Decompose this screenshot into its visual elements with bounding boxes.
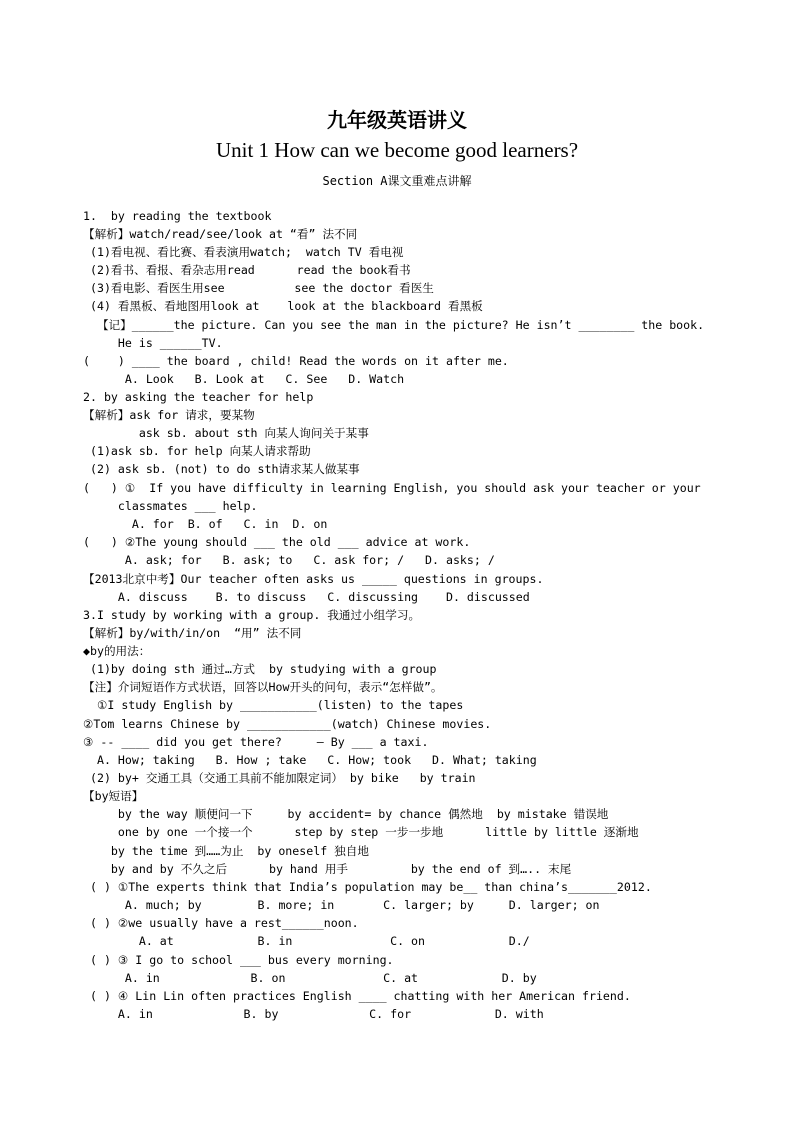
question-line: classmates ___ help. — [83, 499, 258, 513]
options-line: A. for B. of C. in D. on — [83, 517, 328, 531]
exercise-line: ①I study English by ___________(listen) to the tapes — [83, 698, 464, 712]
analysis-line: 【解析】watch/read/see/look at “看” 法不同 — [83, 227, 358, 241]
options-line: A. in B. on C. at D. by — [83, 971, 537, 985]
phrase-line: by the way 顺便问一下 by accident= by chance 偶然地 by mistake 错误地 — [83, 807, 609, 821]
note-line: 【注】介词短语作方式状语，回答以How开头的问句，表示“怎样做”。 — [83, 680, 443, 694]
options-line: A. in B. by C. for D. with — [83, 1007, 544, 1021]
exercise-line: He is ______TV. — [83, 336, 223, 350]
note-line: (1)看电视、看比赛、看表演用watch; watch TV 看电视 — [83, 245, 404, 259]
question-line: ③ -- ____ did you get there? — By ___ a taxi. — [83, 735, 429, 749]
unit-title: Unit 1 How can we become good learners? — [215, 138, 579, 162]
item-2-heading: 2. by asking the teacher for help — [83, 390, 314, 404]
question-line: ( ) ②we usually have a rest______noon. — [83, 916, 359, 930]
analysis-line: ask sb. about sth 向某人询问关于某事 — [83, 426, 369, 440]
analysis-line: 【解析】by/with/in/on “用” 法不同 — [83, 626, 302, 640]
phrases-heading: 【by短语】 — [83, 789, 144, 803]
note-line: (1)ask sb. for help 向某人请求帮助 — [83, 444, 311, 458]
exercise-line: ②Tom learns Chinese by ____________(watch) Chinese movies. — [83, 717, 492, 731]
question-line: ( ) ____ the board , child! Read the words on it after me. — [83, 354, 509, 368]
phrase-line: by and by 不久之后 by hand 用手 by the end of 到….. 末尾 — [83, 862, 572, 876]
question-line: ( ) ① If you have difficulty in learning English, you should ask your teacher or your — [83, 481, 701, 495]
phrase-line: one by one 一个接一个 step by step 一步一步地 little by little 逐渐地 — [83, 825, 639, 839]
question-line: ( ) ③ I go to school ___ bus every morning. — [83, 953, 394, 967]
note-line: (3)看电影、看医生用see see the doctor 看医生 — [83, 281, 434, 295]
question-line: ( ) ①The experts think that India’s population may be__ than china’s_______2012. — [83, 880, 652, 894]
analysis-line: 【解析】ask for 请求，要某物 — [83, 408, 255, 422]
note-line: (1)by doing sth 通过…方式 by studying with a group — [83, 662, 437, 676]
question-line: ( ) ④ Lin Lin often practices English ____ chatting with her American friend. — [83, 989, 631, 1003]
options-line: A. at B. in C. on D./ — [83, 934, 530, 948]
item-1-heading: 1. by reading the textbook — [83, 209, 272, 223]
note-line: (2) by+ 交通工具（交通工具前不能加限定词） by bike by train — [83, 771, 476, 785]
exercise-line: 【记】______the picture. Can you see the man in the picture? He isn’t ________ the book. — [83, 318, 705, 332]
note-line: (2)看书、看报、看杂志用read read the book看书 — [83, 263, 411, 277]
item-3-heading: 3.I study by working with a group. 我通过小组学习。 — [83, 608, 421, 622]
options-line: A. How; taking B. How ; take C. How; took D. What; taking — [83, 753, 537, 767]
note-line: (4) 看黑板、看地图用look at look at the blackboard 看黑板 — [83, 299, 483, 313]
usage-heading: ◆by的用法： — [83, 644, 151, 658]
section-heading: Section A课文重难点讲解 — [322, 174, 472, 188]
note-line: (2) ask sb. (not) to do sth请求某人做某事 — [83, 462, 360, 476]
options-line: A. discuss B. to discuss C. discussing D. discussed — [83, 590, 530, 604]
options-line: A. much; by B. more; in C. larger; by D. larger; on — [83, 898, 600, 912]
document-title: 九年级英语讲义 — [327, 108, 467, 132]
question-line: 【2013北京中考】Our teacher often asks us _____ questions in groups. — [83, 572, 544, 586]
question-line: ( ) ②The young should ___ the old ___ advice at work. — [83, 535, 471, 549]
options-line: A. Look B. Look at C. See D. Watch — [83, 372, 405, 386]
phrase-line: by the time 到……为止 by oneself 独自地 — [83, 844, 369, 858]
options-line: A. ask; for B. ask; to C. ask for; / D. asks; / — [83, 553, 495, 567]
